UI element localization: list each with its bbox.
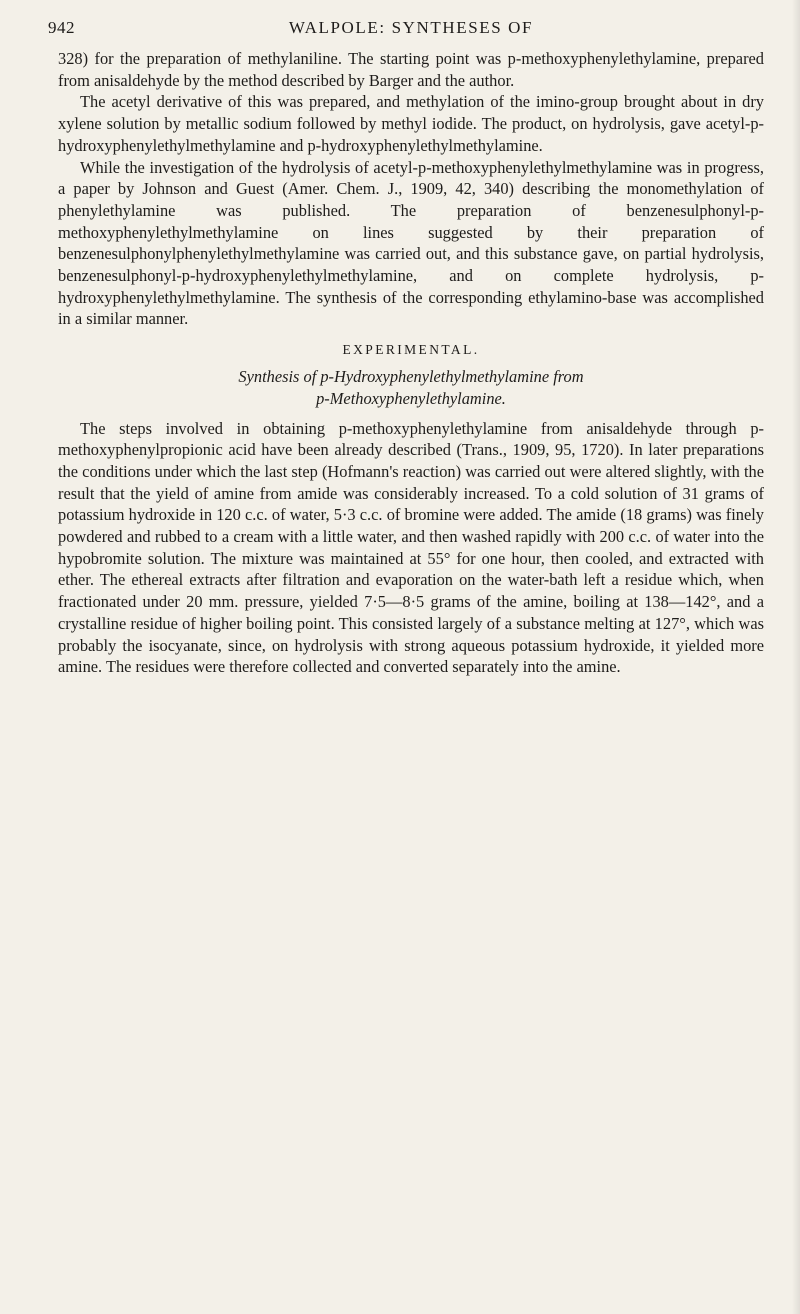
running-head bbox=[48, 18, 764, 48]
section-heading: EXPERIMENTAL. bbox=[342, 342, 480, 358]
page-edge-shadow bbox=[792, 0, 800, 1314]
paragraph-1: 328) for the preparation of methylaniline. The starting point was p-methoxyphenylethylamine, prepared from anisaldehyde by the method described by Barger and the author. bbox=[58, 49, 764, 90]
body-text bbox=[58, 48, 764, 678]
subheading-line-1: Synthesis of p-Hydroxyphenylethylmethylamine from bbox=[238, 367, 584, 387]
page-number: 942 bbox=[48, 18, 75, 37]
paragraph-3: While the investigation of the hydrolysis of acetyl-p-methoxyphenylethylmethylamine was in progress, a paper by Johnson and Guest (Amer. Chem. J., 1909, 42, 340) describing the monomethylation of phenylethylamine was published. The preparation of benzenesulphonyl-p-methoxyphenylethylmethylamine on lines suggested by their preparation of benzenesulphonylphenylethylmethylamine was carried out, and this substance gave, on partial hydrolysis, benzenesulphonyl-p-hydroxyphenylethylmethylamine, and on complete hydrolysis, p-hydroxyphenylethylmethylamine. The synthesis of the corresponding ethylamino-base was accomplished in a similar manner. bbox=[58, 157, 764, 329]
running-title: WALPOLE: SYNTHESES OF bbox=[288, 18, 534, 37]
experimental-paragraph: The steps involved in obtaining p-methoxyphenylethylamine from anisaldehyde through p-methoxyphenylpropionic acid have been already described (Trans., 1909, 95, 1720). In later preparations the conditions under which the last step (Hofmann's reaction) was carried out were altered slightly, with the result that the yield of amine from amide was considerably increased. To a cold solution of 31 grams of potassium hydroxide in 120 c.c. of water, 5·3 c.c. of bromine were added. The amide (18 grams) was finely powdered and rubbed to a cream with a little water, and then washed rapidly with 200 c.c. of water into the hypobromite solution. The mixture was maintained at 55° for one hour, then cooled, and extracted with ether. The ethereal extracts after filtration and evaporation on the water-bath left a residue which, when fractionated under 20 mm. pressure, yielded 7·5—8·5 grams of the amine, boiling at 138—142°, and a crystalline residue of higher boiling point. This consisted largely of a substance melting at 127°, which was probably the isocyanate, since, on hydrolysis with strong aqueous potassium hydroxide, it yielded more amine. The residues were therefore collected and converted separately into the amine. bbox=[58, 418, 764, 677]
subheading-line-2: p-Methoxyphenylethylamine. bbox=[316, 388, 506, 408]
subheading bbox=[58, 366, 764, 409]
paragraph-2: The acetyl derivative of this was prepared, and methylation of the imino-group brought about in dry xylene solution by metallic sodium followed by methyl iodide. The product, on hydrolysis, gave acetyl-p-hydroxyphenylethylmethylamine and p-hydroxyphenylethylmethylamine. bbox=[58, 92, 764, 155]
